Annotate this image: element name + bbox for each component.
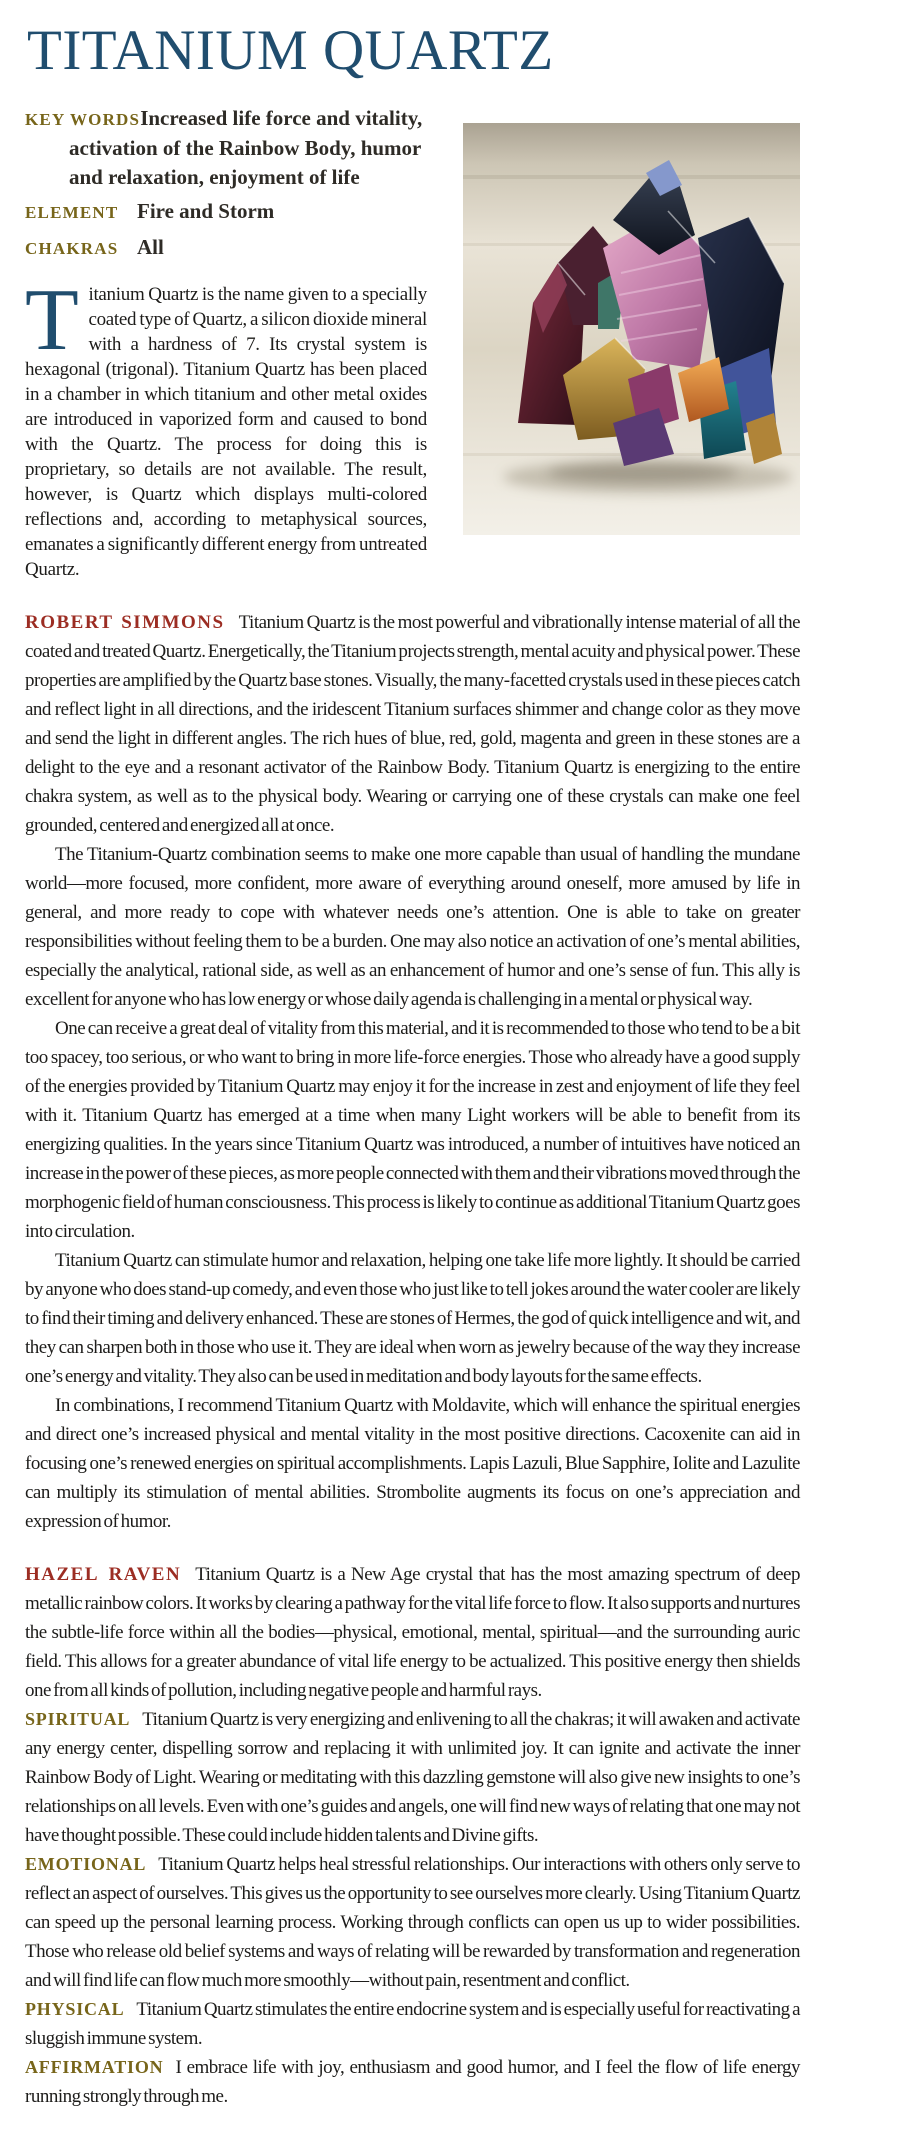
key-words-line-2: activation of the Rainbow Body, humor <box>69 135 422 160</box>
emotional-label: EMOTIONAL <box>25 1853 147 1874</box>
rs-paragraph-3-text: One can receive a great deal of vitality from this material, and it is recommended to those who tend to be a bit too spacey, too serious, or who want to bring in more life-force energies. Those who already have a good supply of the energies provided by Titanium Quartz may enjoy it for the increase in zest and enjoyment of life they feel with it. Titanium Quartz has emerged at a time when many Light workers will be able to benefit from its energizing qualities. In the years since Titanium Quartz was introduced, a number of intuitives have noticed an increase in the power of these pieces, as more people connected with them and their vibrations moved through the morphogenic field of human consciousness. This process is likely to continue as additional Titanium Quartz goes into circulation. <box>25 1017 800 1242</box>
element-value: Fire and Storm <box>137 198 275 223</box>
robert-simmons-paragraph-5 <box>25 1391 800 1536</box>
robert-simmons-heading: ROBERT SIMMONS <box>25 611 225 633</box>
spiritual-text: Titanium Quartz is very energizing and enlivening to all the chakras; it will awaken and activate any energy center, dispelling sorrow and replacing it with unlimited joy. It can ignite and activate the inner Rainbow Body of Light. Wearing or meditating with this dazzling gemstone will also give new insights to one’s relationships on all levels. Even with one’s guides and angels, one will find new ways of relating that one may not have thought possible. These could include hidden talents and Divine gifts. <box>25 1708 800 1846</box>
key-words-line-3: and relaxation, enjoyment of life <box>69 164 360 189</box>
crystal-cluster-illustration <box>463 123 800 535</box>
hazel-raven-text: Titanium Quartz is a New Age crystal that has the most amazing spectrum of deep metallic rainbow colors. It works by clearing a pathway for the vital life force to flow. It also supports and nurtures the subtle-life force within all the bodies—physical, emotional, mental, spiritual—and the surrounding auric field. This allows for a greater abundance of vital life energy to be actualized. This positive energy then shields one from all kinds of pollution, including negative people and harmful rays. <box>25 1563 800 1701</box>
spiritual-paragraph <box>25 1705 800 1850</box>
intro-text: itanium Quartz is the name given to a specially coated type of Quartz, a silicon dioxide mineral with a hardness of 7. Its crystal system is hexagonal (trigonal). Titanium Quartz has been placed in a chamber in which titanium and other metal oxides are introduced in vaporized form and caused to bond with the Quartz. The process for doing this is proprietary, so details are not available. The result, however, is Quartz which displays multi-colored reflections and, according to metaphysical sources, emanates a significantly different energy from untreated Quartz. <box>25 283 427 580</box>
robert-simmons-paragraph-1 <box>25 608 800 840</box>
key-words-line-1: Increased life force and vitality, <box>140 105 423 130</box>
rs-paragraph-1-text: Titanium Quartz is the most powerful and vibrationally intense material of all the coated and treated Quartz. Energetically, the Titanium projects strength, mental acuity and physical power. These properties are amplified by the Quartz base stones. Visually, the many-facetted crystals used in these pieces catch and reflect light in all directions, and the iridescent Titanium surfaces shimmer and change color as they move and send the light in different angles. The rich hues of blue, red, gold, magenta and green in these stones are a delight to the eye and a resonant activator of the Rainbow Body. Titanium Quartz is energizing to the entire chakra system, as well as to the physical body. Wearing or carrying one of these crystals can make one feel grounded, centered and energized all at once. <box>25 611 801 836</box>
key-words-label: KEY WORDS <box>25 109 141 129</box>
spiritual-label: SPIRITUAL <box>25 1708 131 1729</box>
robert-simmons-paragraph-4 <box>25 1246 800 1391</box>
emotional-text: Titanium Quartz helps heal stressful relationships. Our interactions with others only serve to reflect an aspect of ourselves. This gives us the opportunity to see ourselves more clearly. Using Titanium Quartz can speed up the personal learning process. Working through conflicts can open us up to wider possibilities. Those who release old belief systems and ways of relating will be rewarded by transformation and regeneration and will find life can flow much more smoothly—without pain, resentment and conflict. <box>25 1853 800 1991</box>
physical-paragraph <box>25 1995 800 2053</box>
affirmation-text: I embrace life with joy, enthusiasm and good humor, and I feel the flow of life energy running strongly through me. <box>25 2056 800 2107</box>
element-label: ELEMENT <box>25 202 119 222</box>
hazel-raven-heading: HAZEL RAVEN <box>25 1563 182 1585</box>
robert-simmons-paragraph-2 <box>25 840 800 1014</box>
affirmation-paragraph <box>25 2053 800 2111</box>
page-title: TITANIUM QUARTZ <box>27 19 554 82</box>
rs-paragraph-5-text: In combinations, I recommend Titanium Quartz with Moldavite, which will enhance the spiritual energies and direct one’s increased physical and mental vitality in the most positive directions. Cacoxenite can aid in focusing one’s renewed energies on spiritual accomplishments. Lapis Lazuli, Blue Sapphire, Iolite and Lazulite can multiply its stimulation of mental abilities. Strombolite augments its focus on one’s appreciation and expression of humor. <box>25 1394 800 1532</box>
rs-paragraph-4-text: Titanium Quartz can stimulate humor and relaxation, helping one take life more lightly. It should be carried by anyone who does stand-up comedy, and even those who just like to tell jokes around the water cooler are likely to find their timing and delivery enhanced. These are stones of Hermes, the god of quick intelligence and wit, and they can sharpen both in those who use it. They are ideal when worn as jewelry because of the way they increase one’s energy and vitality. They also can be used in meditation and body layouts for the same effects. <box>25 1249 800 1387</box>
robert-simmons-paragraph-3 <box>25 1014 800 1246</box>
affirmation-label: AFFIRMATION <box>25 2056 164 2077</box>
physical-text: Titanium Quartz stimulates the entire endocrine system and is especially useful for reactivating a sluggish immune system. <box>25 1998 800 2049</box>
rs-paragraph-2-text: The Titanium-Quartz combination seems to make one more capable than usual of handling the mundane world—more focused, more confident, more aware of everything around oneself, more amused by life in general, and more ready to cope with whatever needs one’s attention. One is able to take on greater responsibilities without feeling them to be a burden. One may also notice an activation of one’s mental abilities, especially the analytical, rational side, as well as an enhancement of humor and one’s sense of fun. This ally is excellent for anyone who has low energy or whose daily agenda is challenging in a mental or physical way. <box>25 843 800 1010</box>
emotional-paragraph <box>25 1850 800 1995</box>
drop-cap: T <box>25 271 79 369</box>
chakras-label: CHAKRAS <box>25 238 119 258</box>
physical-label: PHYSICAL <box>25 1998 125 2019</box>
chakras-value: All <box>137 234 164 259</box>
titanium-quartz-photo <box>463 123 800 535</box>
hazel-raven-paragraph <box>25 1560 800 1705</box>
